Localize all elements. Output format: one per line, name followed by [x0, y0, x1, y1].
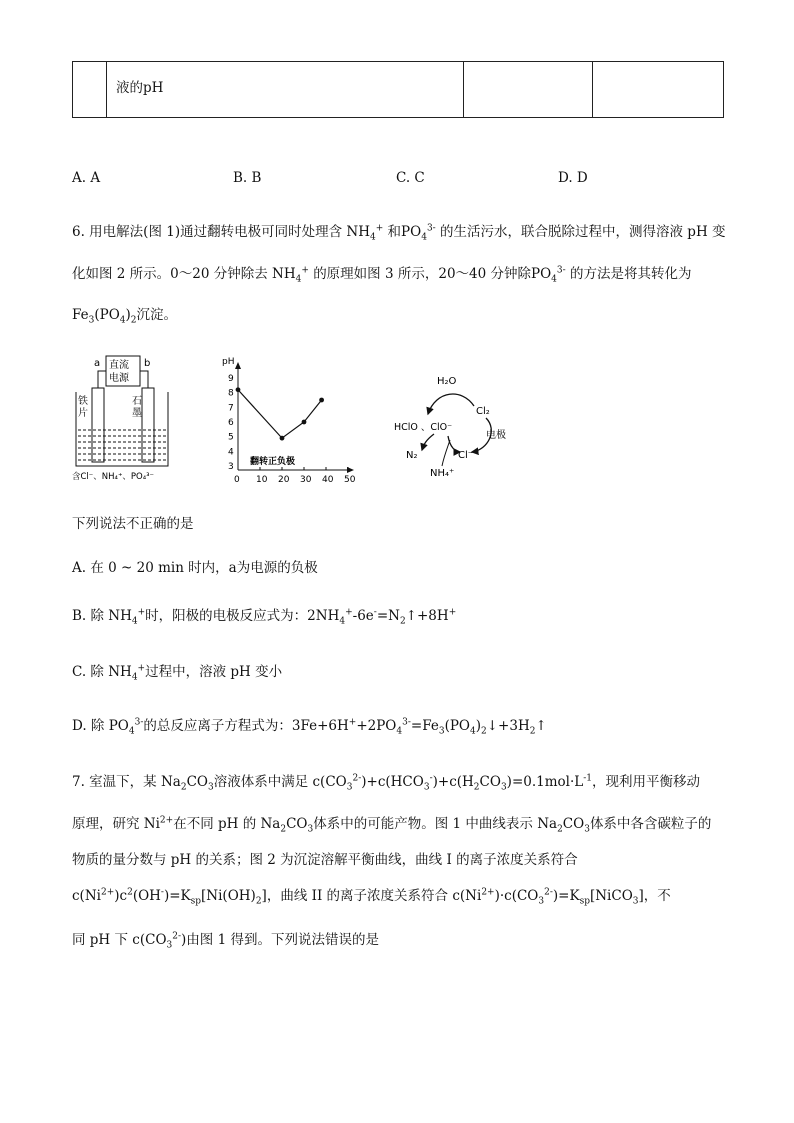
- q6-option-b: B. 除 $NH_4^+$时，阳极的电极反应式为：$2NH_4^+-6e^-=N_2↑+8H^+$: [72, 607, 457, 627]
- y-axis-arrow: [235, 362, 241, 369]
- table-divider: [592, 62, 593, 117]
- y-tick-label: 9: [228, 374, 234, 384]
- iron-label-2: 片: [78, 408, 88, 419]
- ph-data-point: [236, 387, 241, 392]
- table-divider: [106, 62, 107, 117]
- h2o-label: H₂O: [437, 376, 457, 387]
- q6-line-2: 化如图 2 所示。0～20 分钟除去 $NH_4^+$ 的原理如图 3 所示，20～40 分钟除$PO_4^{3-}$ 的方法是将其转化为: [72, 265, 692, 285]
- x-tick-label: 20: [278, 475, 290, 485]
- figure-3-cycle: [390, 368, 520, 483]
- q7-line-3: 物质的量分数与 pH 的关系；图 2 为沉淀溶解平衡曲线，曲线 I 的离子浓度关系符合: [72, 852, 578, 868]
- x-tick-label: 10: [256, 475, 268, 485]
- iron-electrode: [92, 388, 104, 462]
- y-axis-label: pH: [222, 357, 235, 367]
- graphite-label-1: 石: [132, 396, 142, 407]
- q5-option-b: B. B: [233, 170, 262, 186]
- x-tick-label: 40: [322, 475, 334, 485]
- q7-line-1: 7. 室温下，某 $Na_2CO_3$溶液体系中满足 $c(CO_3^{2-})+c(HCO_3^-)+c(H_2CO_3)=0.1mol\cdot L^{-1}$，现利用平衡移动: [72, 773, 701, 793]
- q6-line-3: $Fe_3(PO_4)_2$沉淀。: [72, 307, 178, 326]
- ph-data-point: [302, 420, 307, 425]
- q6-prompt: 下列说法不正确的是: [72, 516, 194, 532]
- cl2-label: Cl₂: [476, 406, 490, 417]
- q5-option-c: C. C: [396, 170, 425, 186]
- y-tick-label: 5: [228, 432, 234, 443]
- ph-series-line: [238, 390, 322, 438]
- arrow-nh4-join: [442, 440, 450, 466]
- q6-line-1: 6. 用电解法(图 1)通过翻转电极可同时处理含 $NH_4^+$ 和$PO_4^{3-}$ 的生活污水，联合脱除过程中，测得溶液 pH 变: [72, 223, 726, 243]
- table-divider: [463, 62, 464, 117]
- electrode-label: 电极: [486, 430, 506, 441]
- y-tick-label: 7: [228, 403, 234, 414]
- n2-label: N₂: [406, 450, 418, 461]
- terminal-b-label: b: [144, 358, 151, 369]
- graphite-electrode: [142, 388, 154, 462]
- y-tick-label: 4: [228, 447, 234, 458]
- figure-1-electrolysis: [72, 352, 172, 484]
- ph-data-point: [319, 398, 324, 403]
- table-fragment: [72, 61, 724, 118]
- q7-line-4: $c(Ni^{2+})c^2(OH^-)=K_{sp}[Ni(OH)_2]$，曲线 II 的离子浓度关系符合 $c(Ni^{2+})\cdot c(CO_3^{2-})=K_{sp}[NiCO_3]$，不: [72, 887, 671, 907]
- q5-option-d: D. D: [558, 170, 588, 186]
- ph-data-point: [280, 436, 285, 441]
- q6-option-d: D. 除 $PO_4^{3-}$的总反应离子方程式为：$3Fe+6H^++2PO_4^{3-}=Fe_3(PO_4)_2↓+3H_2↑$: [72, 717, 547, 737]
- figure-2-ph-chart: [214, 352, 354, 486]
- power-label-1: 直流: [109, 360, 129, 371]
- q7-line-5: 同 pH 下 $c(CO_3^{2-})$由图 1 得到。下列说法错误的是: [72, 931, 379, 951]
- x-tick-label: 50: [344, 475, 356, 485]
- q6-option-a: A. 在 0 ~ 20 min 时内，a为电源的负极: [72, 560, 318, 576]
- q7-line-2: 原理，研究 $Ni^{2+}$在不同 pH 的 $Na_2CO_3$体系中的可能产物。图 1 中曲线表示 $Na_2CO_3$体系中各含碳粒子的: [72, 815, 712, 835]
- y-tick-label: 6: [228, 418, 234, 428]
- table-cell-text: 液的pH: [116, 80, 164, 96]
- solution-label: 含Cl⁻、NH₄⁺、PO₄³⁻: [72, 472, 155, 482]
- x-tick-label: 0: [234, 475, 240, 485]
- hclo-label: HClO 、ClO⁻: [394, 422, 453, 433]
- graphite-label-2: 墨: [132, 408, 142, 419]
- flip-annotation: 翻转正负极: [250, 457, 296, 467]
- y-tick-label: 3: [228, 462, 234, 472]
- q6-option-c: C. 除 $NH_4^+$过程中，溶液 pH 变小: [72, 663, 283, 683]
- arrow-cl2-to-hclo: [428, 394, 474, 414]
- nh4-label: NH₄⁺: [430, 468, 455, 479]
- power-label-2: 电源: [109, 373, 129, 384]
- arrow-hclo-to-n2: [422, 434, 434, 450]
- q5-option-a: A. A: [72, 170, 101, 186]
- iron-label-1: 铁: [78, 396, 88, 407]
- terminal-a-label: a: [94, 358, 101, 369]
- cl-minus-label: Cl⁻: [458, 450, 474, 461]
- y-tick-label: 8: [228, 388, 234, 399]
- x-tick-label: 30: [300, 475, 312, 485]
